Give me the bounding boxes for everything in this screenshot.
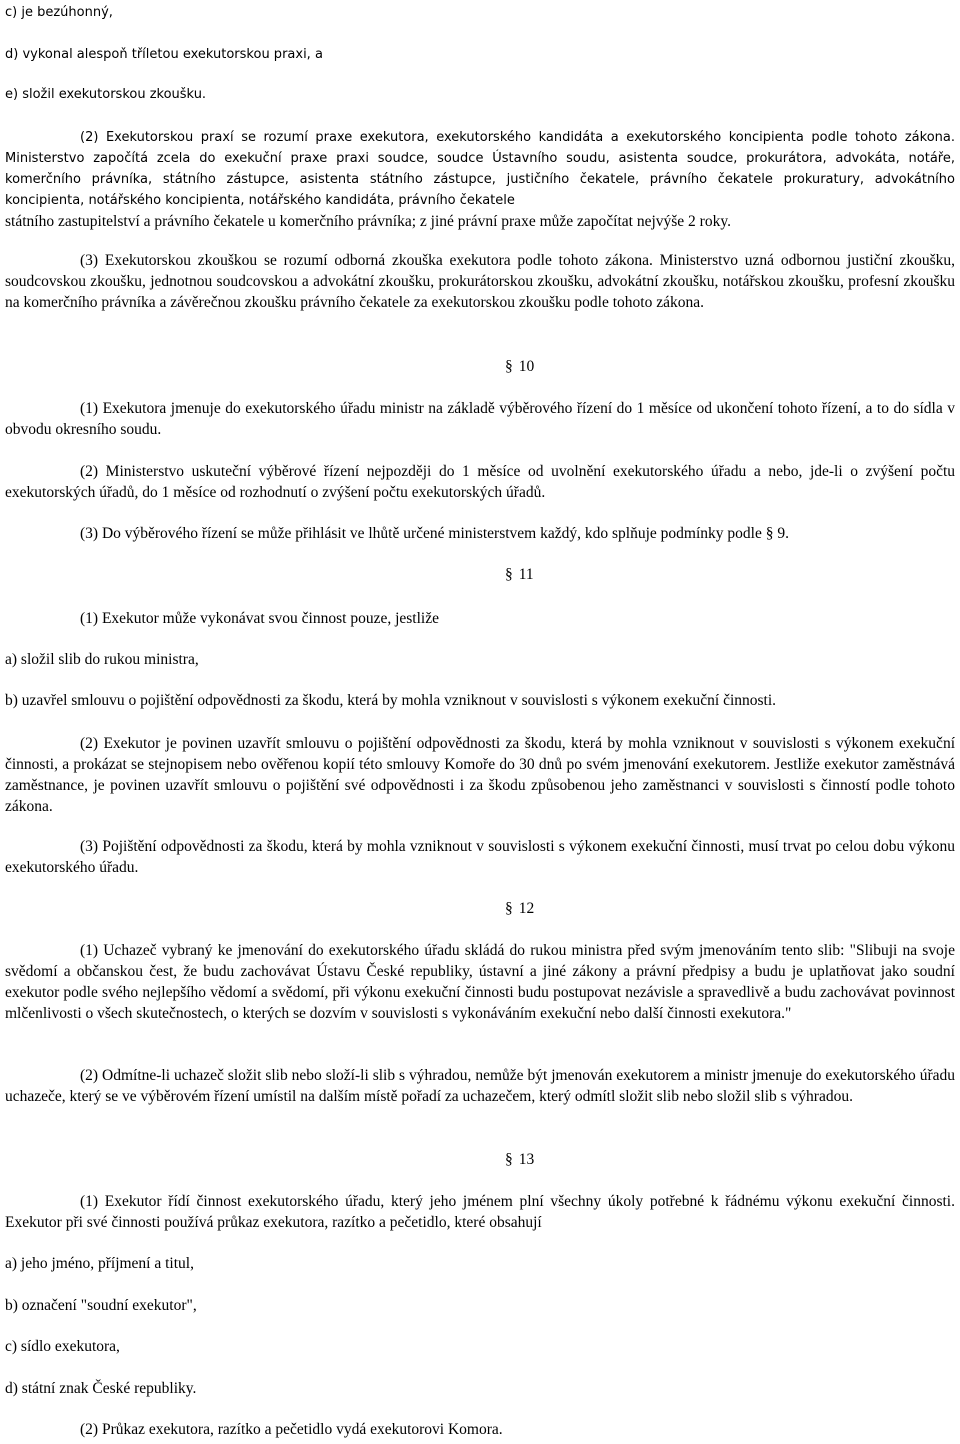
section-sign: § bbox=[505, 566, 513, 583]
section-number: 11 bbox=[518, 566, 534, 583]
paragraph-s11-3 bbox=[5, 836, 955, 878]
paragraph-s11-3-text: (3) Pojištění odpovědnosti za škodu, která by mohla vzniknout v souvislosti s výkonem exekuční činnosti, musí trvat po celou dobu výkonu exekutorského úřadu. bbox=[5, 838, 955, 876]
paragraph-s10-1-text: (1) Exekutora jmenuje do exekutorského úřadu ministr na základě výběrového řízení do 1 měsíce od ukončení tohoto řízení, a to do sídla v obvodu okresního soudu. bbox=[5, 400, 955, 438]
list-item-e: e) složil exekutorskou zkoušku. bbox=[5, 87, 207, 102]
paragraph-s12-1 bbox=[5, 940, 955, 1024]
paragraph-s9-2-body: Ministerstvo započítá zcela do exekuční praxe praxi soudce, soudce Ústavního soudu, asistenta soudce, prokurátora, advokáta, notáře, komerčního právníka, státního zástupce, asistenta státního zástupce, justičního čekatele, právního čekatele prokuratury, advokátního koncipienta, notářského koncipienta, notářského kandidáta, právního čekatele bbox=[5, 151, 955, 208]
paragraph-s10-2-text: (2) Ministerstvo uskuteční výběrové řízení nejpozději do 1 měsíce od uvolnění exekutorského úřadu a nebo, jde-li o zvýšení počtu exekutorských úřadů, do 1 měsíce od rozhodnutí o zvýšení počtu exekutorských úřadů. bbox=[5, 463, 955, 501]
paragraph-s10-2 bbox=[5, 461, 955, 503]
paragraph-s10-1 bbox=[5, 398, 955, 440]
list-item-s13-b: b) označení "soudní exekutor", bbox=[5, 1297, 197, 1314]
section-heading-11 bbox=[505, 565, 565, 585]
list-item-s11-a: a) složil slib do rukou ministra, bbox=[5, 651, 199, 668]
paragraph-s9-2-lead: (2) Exekutorskou praxí se rozumí praxe exekutora, exekutorského kandidáta a exekutorského koncipienta podle tohoto zákona. bbox=[80, 130, 955, 145]
paragraph-s11-2 bbox=[5, 733, 955, 817]
paragraph-s9-3-text: (3) Exekutorskou zkouškou se rozumí odborná zkouška exekutora podle tohoto zákona. Ministerstvo uzná odbornou justiční zkoušku, soudcovskou zkoušku, jednotnou soudcovskou a advokátní zkoušku, prokurátorskou zkoušku, advokátní zkoušku, notářskou zkoušku, profesní zkoušku na komerčního právníka a závěrečnou zkoušku právního čekatele za exekutorskou zkoušku podle tohoto zákona. bbox=[5, 252, 955, 311]
paragraph-s11-1-text: (1) Exekutor může vykonávat svou činnost pouze, jestliže bbox=[80, 610, 439, 627]
list-item-s11-b: b) uzavřel smlouvu o pojištění odpovědnosti za škodu, která by mohla vzniknout v souvislosti s výkonem exekuční činnosti. bbox=[5, 692, 777, 709]
section-heading-10 bbox=[505, 357, 565, 377]
paragraph-s9-2 bbox=[5, 127, 955, 211]
list-item-c: c) je bezúhonný, bbox=[5, 5, 113, 20]
list-item-d: d) vykonal alespoň tříletou exekutorskou praxi, a bbox=[5, 47, 323, 62]
paragraph-s13-2-text: (2) Průkaz exekutora, razítko a pečetidlo vydá exekutorovi Komora. bbox=[80, 1421, 503, 1438]
section-sign: § bbox=[505, 900, 513, 917]
section-sign: § bbox=[505, 1151, 513, 1168]
paragraph-s12-1-text: (1) Uchazeč vybraný ke jmenování do exekutorského úřadu skládá do rukou ministra před svým jmenováním tento slib: "Slibuji na svoje svědomí a občanskou čest, že budu zachovávat Ústavu České republiky, ústavní a jiné zákony a právní předpisy a budu je uplatňovat jako soudní exekutor podle svého nejlepšího vědomí a svědomí, při výkonu exekuční činnosti budu postupovat nezávisle a spravedlivě a budu zachovávat povinnost mlčenlivosti o všech skutečnostech, o kterých se dozvím v souvislosti s vykonáváním exekuční nebo další činnosti exekutora." bbox=[5, 942, 955, 1022]
paragraph-s9-3 bbox=[5, 250, 955, 313]
section-heading-13 bbox=[505, 1150, 565, 1170]
list-item-s13-c: c) sídlo exekutora, bbox=[5, 1338, 120, 1355]
list-item-s13-a: a) jeho jméno, příjmení a titul, bbox=[5, 1255, 194, 1272]
paragraph-s11-2-text: (2) Exekutor je povinen uzavřít smlouvu o pojištění odpovědnosti za škodu, která by mohla vzniknout v souvislosti s výkonem exekuční činnosti, a prokázat se stejnopisem nebo ověřenou kopií této smlouvy Komoře do 30 dnů po svém jmenování exekutorem. Jestliže exekutor zaměstnává zaměstnance, je povinen uzavřít smlouvu o pojištění své odpovědnosti i za škodu způsobenou jeho zaměstnanci v souvislosti s činností podle tohoto zákona. bbox=[5, 735, 955, 815]
paragraph-s13-1 bbox=[5, 1191, 955, 1233]
paragraph-s13-1-text: (1) Exekutor řídí činnost exekutorského úřadu, který jeho jménem plní všechny úkoly potřebné k řádnému výkonu exekuční činnosti. Exekutor při své činnosti používá průkaz exekutora, razítko a pečetidlo, které obsahují bbox=[5, 1193, 955, 1231]
section-heading-12 bbox=[505, 899, 565, 919]
paragraph-s12-2 bbox=[5, 1065, 955, 1107]
paragraph-s12-2-text: (2) Odmítne-li uchazeč složit slib nebo složí-li slib s výhradou, nemůže být jmenován exekutorem a ministr jmenuje do exekutorského úřadu uchazeče, který se ve výběrovém řízení umístil na dalším místě pořadí za uchazečem, který odmítl složit slib nebo složil slib s výhradou. bbox=[5, 1067, 955, 1105]
paragraph-s9-2-end: státního zastupitelství a právního čekatele u komerčního právníka; z jiné právní praxe může započítat nejvýše 2 roky. bbox=[5, 213, 731, 230]
section-number: 12 bbox=[518, 900, 535, 917]
section-number: 13 bbox=[518, 1151, 535, 1168]
paragraph-s13-2 bbox=[5, 1419, 955, 1440]
list-item-s13-d: d) státní znak České republiky. bbox=[5, 1380, 197, 1397]
section-sign: § bbox=[505, 358, 513, 375]
paragraph-s11-1 bbox=[5, 608, 955, 629]
paragraph-s10-3-text: (3) Do výběrového řízení se může přihlásit ve lhůtě určené ministerstvem každý, kdo splňuje podmínky podle § 9. bbox=[80, 525, 789, 542]
section-number: 10 bbox=[518, 358, 535, 375]
paragraph-s10-3 bbox=[5, 523, 955, 544]
